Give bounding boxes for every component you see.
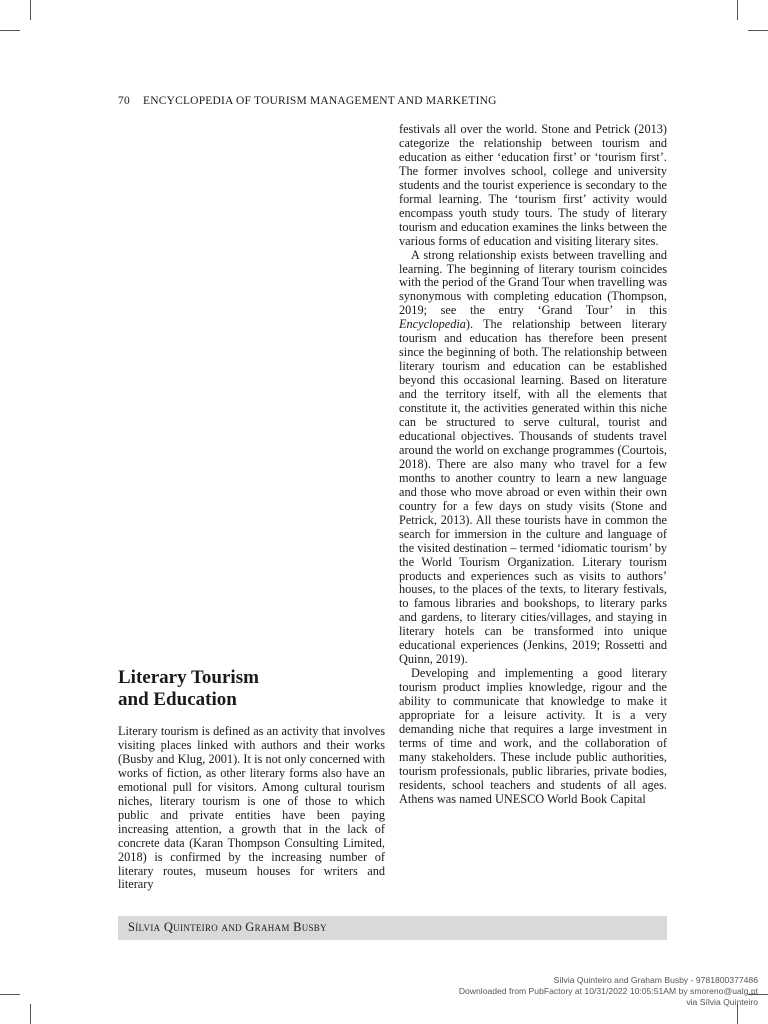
left-column xyxy=(118,667,385,892)
body-paragraph-1: festivals all over the world. Stone and Petrick (2013) categorize the relationship between tourism and education as either ‘education first’ or ‘tourism first’. The former involves school, college and university students and the tourist experience is secondary to the formal learning. The ‘tourism first’ activity would encompass youth study tours. The study of literary tourism and education examines the links between the various forms of education and visiting literary sites. xyxy=(399,122,667,248)
entry-title-line-1: Literary Tourism xyxy=(118,667,259,688)
body-paragraph-2-part-a: A strong relationship exists between travelling and learning. The beginning of literary tourism coincides with the period of the Grand Tour when travelling was synonymous with completing education (Thompson, 2019; see the entry ‘Grand Tour’ in this xyxy=(399,247,667,318)
right-column xyxy=(399,123,667,807)
crop-mark-top-right-h xyxy=(748,30,768,31)
crop-mark-bottom-left-h xyxy=(0,994,20,995)
entry-title xyxy=(118,667,385,711)
intro-paragraph: Literary tourism is defined as an activity that involves visiting places linked with authors and their works (Busby and Klug, 2001). It is not only concerned with works of fiction, as other literary forms also have an emotional pull for visitors. Among cultural tourism niches, literary tourism is one of those to which public and private entities have been paying increasing attention, a growth that in the lack of concrete data (Karan Thompson Consulting Limited, 2018) is confirmed by the increasing number of literary routes, museum houses for writers and literary xyxy=(118,724,385,892)
encyclopedia-italic: Encyclopedia xyxy=(399,317,466,332)
author-names: Sílvia Quinteiro and Graham Busby xyxy=(128,920,327,934)
author-band xyxy=(118,916,667,940)
running-title: ENCYCLOPEDIA OF TOURISM MANAGEMENT AND MARKETING xyxy=(142,95,497,107)
download-note-line-1: Sílvia Quinteiro and Graham Busby - 9781800377486 xyxy=(553,975,758,985)
download-note-line-2: Downloaded from PubFactory at 10/31/2022 10:05:51AM by smoreno@ualg.pt xyxy=(458,986,758,996)
crop-mark-top-left-h xyxy=(0,30,20,31)
running-head xyxy=(118,95,497,107)
crop-mark-top-left-v xyxy=(30,0,31,20)
body-paragraph-2-part-b: ). The relationship between literary tourism and education has therefore been present since the beginning of both. The relationship between literary tourism and education can be established beyond this occasional learning. Based on literature and the territory itself, with all the elements that constitute it, the activities generated within this niche can be structured to serve cultural, tourist and educational objectives. Thousands of students travel around the world on exchange programmes (Courtois, 2018). There are also many who travel for a few months to another country to learn a new language and those who move abroad or even within their own country for a few days on study visits (Stone and Petrick, 2013). All these tourists have in common the search for immersion in the culture and language of the visited destination – termed ‘idiomatic tourism’ by the World Tourism Organization. Literary tourism products and experiences such as visits to authors’ houses, to the places of the texts, to literary festivals, to famous libraries and bookshops, to literary parks and gardens, to literary cities/villages, and staying in literary hotels can be transformed into unique educational experiences (Jenkins, 2019; Rossetti and Quinn, 2019). xyxy=(399,317,667,667)
entry-title-line-2: and Education xyxy=(118,689,237,710)
crop-mark-bottom-left-v xyxy=(30,1004,31,1024)
body-paragraph-3: Developing and implementing a good literary tourism product implies knowledge, rigour and the ability to communicate that knowledge to make it appropriate for a leisure activity. It is a very demanding niche that requires a large investment in terms of time and work, and the collaboration of many stakeholders. These include public authorities, tourism professionals, public libraries, private bodies, residents, school teachers and students of all ages. Athens was named UNESCO World Book Capital xyxy=(399,666,667,806)
download-note xyxy=(459,975,758,1008)
body-paragraph-2 xyxy=(399,249,667,668)
page-number: 70 xyxy=(118,95,130,107)
download-note-line-3: via Sílvia Quinteiro xyxy=(686,997,758,1007)
crop-mark-top-right-v xyxy=(737,0,738,20)
